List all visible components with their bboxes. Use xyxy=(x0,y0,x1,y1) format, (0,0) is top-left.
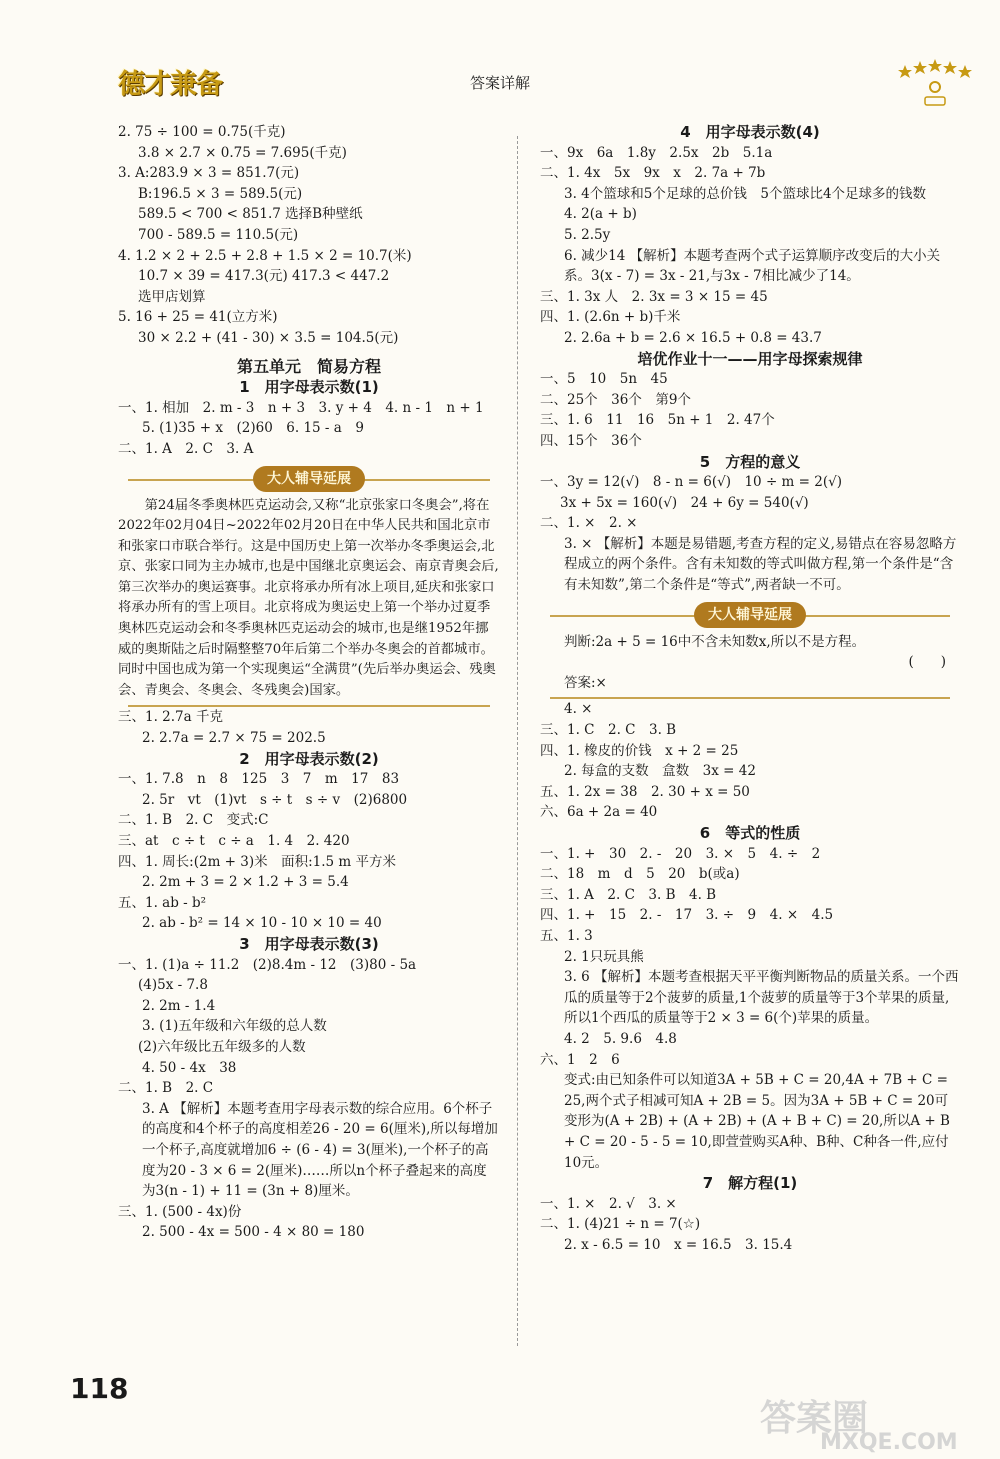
answer-line: 一、1. 相加 2. m - 3 n + 3 3. y + 4 4. n - 1 n + 1 xyxy=(118,399,484,416)
answer-line: 四、15个 36个 xyxy=(540,432,642,449)
answer-line: 3. A:283.9 × 3 = 851.7(元) xyxy=(118,165,300,182)
answer-line: 589.5 < 700 < 851.7 选择B种壁纸 xyxy=(138,206,363,223)
answer-line: B:196.5 × 3 = 589.5(元) xyxy=(138,185,303,202)
extension-label: 大人辅导延展 xyxy=(253,466,365,492)
watermark-url: MXQE.COM xyxy=(820,1430,958,1455)
answer-line: 4. 50 - 4x 38 xyxy=(142,1059,237,1076)
extension-question-text: 判断:2a + 5 = 16中不含未知数x,所以不是方程。 xyxy=(564,633,866,650)
answer-line: 2. 2m + 3 = 2 × 1.2 + 3 = 5.4 xyxy=(142,874,349,891)
brand-logo: 德才兼备 xyxy=(118,69,222,100)
section-4-answers-b xyxy=(540,204,960,245)
answer-line: 六、1 2 6 xyxy=(540,1051,620,1068)
unit-title: 第五单元 简易方程 xyxy=(236,356,381,376)
answer-line: 三、1. 6 11 16 5n + 1 2. 47个 xyxy=(540,412,775,429)
answer-line: 五、1. 2x = 38 2. 30 + x = 50 xyxy=(540,783,750,800)
answer-line: 五、1. 3 xyxy=(540,927,593,944)
watermark-text: 答案圈 xyxy=(760,1398,869,1439)
answer-line: 二、1. × 2. × xyxy=(540,515,638,532)
section-4-answer-3: 3. 4个篮球和5个足球的总价钱 5个篮球比4个足球多的钱数 xyxy=(564,185,927,202)
answer-line: 二、1. B 2. C 变式:C xyxy=(118,812,269,829)
section-title-7: 7 解方程(1) xyxy=(702,1174,798,1193)
left-answers-top xyxy=(118,122,500,349)
answer-line: 二、1. A 2. C 3. A xyxy=(118,440,254,457)
answer-line: 2. 2.6a + b = 2.6 × 16.5 + 0.8 = 43.7 xyxy=(564,329,822,346)
section-4-answers-c xyxy=(540,287,960,349)
answer-line: 2. 75 ÷ 100 = 0.75(千克) xyxy=(118,124,286,140)
extension-paragraph: 第24届冬季奥林匹克运动会,又称“北京张家口冬奥会”,将在2022年02月04日~2022年02月20日在中华人民共和国北京市和张家口市联合举行。这是中国历史上第一次举办冬季奥运会,北京、张家口同为主办城市,也是中国继北京奥运会、南京青奥会后,第三次举办的奥运赛事。北京将承办所有冰上项目,延庆和张家口将承办所有的雪上项目。北京将成为奥运史上第一个举办过夏季奥林匹克运动会和冬季奥林匹克运动会的城市,也是继1952年挪威的奥斯陆之后时隔整整70年后第二个举办冬奥会的首都城市。同时中国也成为第一个实现奥运“全满贯”(先后举办奥运会、残奥会、青奥会、冬奥会、冬残奥会)国家。 xyxy=(118,497,499,698)
answer-line: 三、1. (500 - 4x)份 xyxy=(118,1203,242,1220)
section-title-6: 6 等式的性质 xyxy=(699,824,801,842)
section-6-analysis: 3. 6 【解析】本题考查根据天平平衡判断物品的质量关系。一个西瓜的质量等于2个菠萝的质量,1个菠萝的质量等于3个苹果的质量,所以1个西瓜的质量等于2 × 3 = 6(个)苹果的质量。 xyxy=(564,969,959,1027)
answer-line: 3.8 × 2.7 × 0.75 = 7.695(千克) xyxy=(138,144,347,161)
section-3-analysis: 3. A 【解析】本题考查用字母表示数的综合应用。6个杯子的高度和4个杯子的高度相差26 - 20 = 6(厘米),所以每增加一个杯子,高度就增加6 ÷ (6 - 4) = 3(厘米),一个杯子的高度为20 - 3 × 6 = 2(厘米)……所以n个杯子叠起来的高度为3(n - 1) + 11 = (3n + 8)厘米。 xyxy=(142,1100,498,1200)
answer-line: 4. 2 5. 9.6 4.8 xyxy=(564,1030,677,1047)
homework-answers xyxy=(540,369,960,451)
answer-line: 一、1. 7.8 n 8 125 3 7 m 17 83 xyxy=(118,771,400,788)
extension-banner-1 xyxy=(118,464,500,494)
answer-line: 2. x - 6.5 = 10 x = 16.5 3. 15.4 xyxy=(564,1236,793,1253)
section-4-answers-a xyxy=(540,143,960,184)
answer-line: 3x + 5x = 160(√) 24 + 6y = 540(√) xyxy=(560,494,809,511)
column-divider xyxy=(517,136,518,1346)
section-5-analysis: 3. × 【解析】本题是易错题,考查方程的定义,易错点在容易忽略方程成立的两个条件。含有未知数的等式叫做方程,第一个条件是“含有未知数”,第二个条件是“等式”,两者缺一不可。 xyxy=(564,535,957,594)
answer-line: 2. 5r vt (1)vt s ÷ t s ÷ v (2)6800 xyxy=(142,791,408,808)
answer-blank: ( ) xyxy=(908,654,946,671)
answer-line: 2. 1只玩具熊 xyxy=(564,948,644,965)
answer-line: 一、3y = 12(√) 8 - n = 6(√) 10 ÷ m = 2(√) xyxy=(540,474,842,491)
answer-line: 二、1. (4)21 ÷ n = 7(☆) xyxy=(540,1216,701,1233)
answer-line: 二、18 m d 5 20 b(或a) xyxy=(540,866,740,883)
section-5-answers-b xyxy=(540,699,960,823)
section-6-variant: 变式:由已知条件可以知道3A + 5B + C = 20,4A + 7B + C = 25,两个式子相减可知A + 2B = 5。因为3A + 5B + C = 20可变形为(A + 2B) + (A + 2B) + (A + B + C) = 20,所以A + B + C = 20 - 5 - 5 = 10,即萱萱购买A种、B种、C种各一件,应付10元。 xyxy=(564,1072,950,1171)
answer-line: 三、at c ÷ t c ÷ a 1. 4 2. 420 xyxy=(118,833,350,849)
right-column xyxy=(540,122,960,1255)
answer-line: 一、1. + 30 2. - 20 3. × 5 4. ÷ 2 xyxy=(540,845,821,862)
answer-line: 选甲店划算 xyxy=(138,288,206,305)
section-title-1: 1 用字母表示数(1) xyxy=(239,378,379,397)
section-5-answers-a xyxy=(540,472,960,534)
answer-line: 700 - 589.5 = 110.5(元) xyxy=(138,226,299,243)
section-2-answers xyxy=(118,769,500,934)
answer-line: 四、1. 周长:(2m + 3)米 面积:1.5 m 平方米 xyxy=(118,853,397,870)
answer-line: 四、1. (2.6n + b)千米 xyxy=(540,309,681,326)
left-answers-mid xyxy=(118,707,500,748)
answer-line: 四、1. 橡皮的价钱 x + 2 = 25 xyxy=(540,742,739,759)
answer-line: 2. ab - b² = 14 × 10 - 10 × 10 = 40 xyxy=(142,915,382,932)
answer-line: 5. (1)35 + x (2)60 6. 15 - a 9 xyxy=(142,420,364,437)
extension-label: 大人辅导延展 xyxy=(694,602,806,628)
answer-line: (2)六年级比五年级多的人数 xyxy=(138,1038,306,1055)
section-1-answers xyxy=(118,398,500,460)
answer-line: 一、1. (1)a ÷ 11.2 (2)8.4m - 12 (3)80 - 5a xyxy=(118,956,417,973)
answer-line: 5. 2.5y xyxy=(564,226,611,243)
answer-line: 4. 1.2 × 2 + 2.5 + 2.8 + 1.5 × 2 = 10.7(米) xyxy=(118,247,412,264)
section-title-2: 2 用字母表示数(2) xyxy=(239,749,379,768)
watermark-logo xyxy=(760,1390,990,1455)
answer-line: 一、5 10 5n 45 xyxy=(540,371,668,388)
answer-line: 30 × 2.2 + (41 - 30) × 3.5 = 104.5(元) xyxy=(138,329,399,346)
answer-line: 六、6a + 2a = 40 xyxy=(540,804,658,821)
answer-line: 2. 每盒的支数 盒数 3x = 42 xyxy=(564,763,756,780)
answer-line: 一、9x 6a 1.8y 2.5x 2b 5.1a xyxy=(540,144,773,161)
page-header-title: 答案详解 xyxy=(469,74,530,92)
answer-line: 三、1. 3x 人 2. 3x = 3 × 15 = 45 xyxy=(540,288,768,305)
section-6-answers-a xyxy=(540,844,960,968)
answer-line: 二、1. B 2. C xyxy=(118,1080,214,1097)
extension-banner-2 xyxy=(540,600,960,630)
section-6-answers-b xyxy=(540,1029,960,1070)
section-3-answers xyxy=(118,955,500,1099)
section-title-3: 3 用字母表示数(3) xyxy=(239,934,379,953)
extension-answer: 答案:× xyxy=(564,674,607,691)
answer-line: 4. 2(a + b) xyxy=(564,206,637,223)
section-title-4: 4 用字母表示数(4) xyxy=(680,123,820,141)
answer-line: 2. 2.7a = 2.7 × 75 = 202.5 xyxy=(142,730,326,747)
section-7-answers xyxy=(540,1194,960,1256)
answer-line: 二、1. 4x 5x 9x x 2. 7a + 7b xyxy=(540,165,766,182)
answer-line: 五、1. ab - b² xyxy=(118,894,207,911)
answer-line: 三、1. A 2. C 3. B 4. B xyxy=(540,886,717,903)
answer-line: 4. × xyxy=(564,701,593,718)
answer-line: 3. (1)五年级和六年级的总人数 xyxy=(142,1018,327,1035)
answer-line: 2. 2m - 1.4 xyxy=(142,997,216,1014)
section-4-analysis: 6. 减少14 【解析】本题考查两个式子运算顺序改变后的大小关系。3(x - 7) = 3x - 21,与3x - 7相比减少了14。 xyxy=(564,247,941,285)
answer-line: 2. 500 - 4x = 500 - 4 × 80 = 180 xyxy=(142,1224,365,1241)
answer-line: 二、25个 36个 第9个 xyxy=(540,391,691,408)
homework-title: 培优作业十一——用字母探索规律 xyxy=(637,349,863,368)
answer-line: 一、1. × 2. √ 3. × xyxy=(540,1195,677,1212)
answer-line: 三、1. C 2. C 3. B xyxy=(540,722,677,739)
left-column xyxy=(118,122,500,1243)
answer-line: 四、1. + 15 2. - 17 3. ÷ 9 4. × 4.5 xyxy=(540,907,834,924)
stars-decoration-icon xyxy=(895,55,975,115)
section-title-5: 5 方程的意义 xyxy=(699,452,801,471)
answer-line: 5. 16 + 25 = 41(立方米) xyxy=(118,309,278,326)
extension-question xyxy=(540,632,960,653)
answer-line: 三、1. 2.7a 千克 xyxy=(118,709,223,726)
section-3-end-answers xyxy=(118,1202,500,1243)
answer-line: 10.7 × 39 = 417.3(元) 417.3 < 447.2 xyxy=(138,268,390,285)
page-number: 118 xyxy=(70,1372,129,1405)
answer-line: (4)5x - 7.8 xyxy=(138,977,208,994)
